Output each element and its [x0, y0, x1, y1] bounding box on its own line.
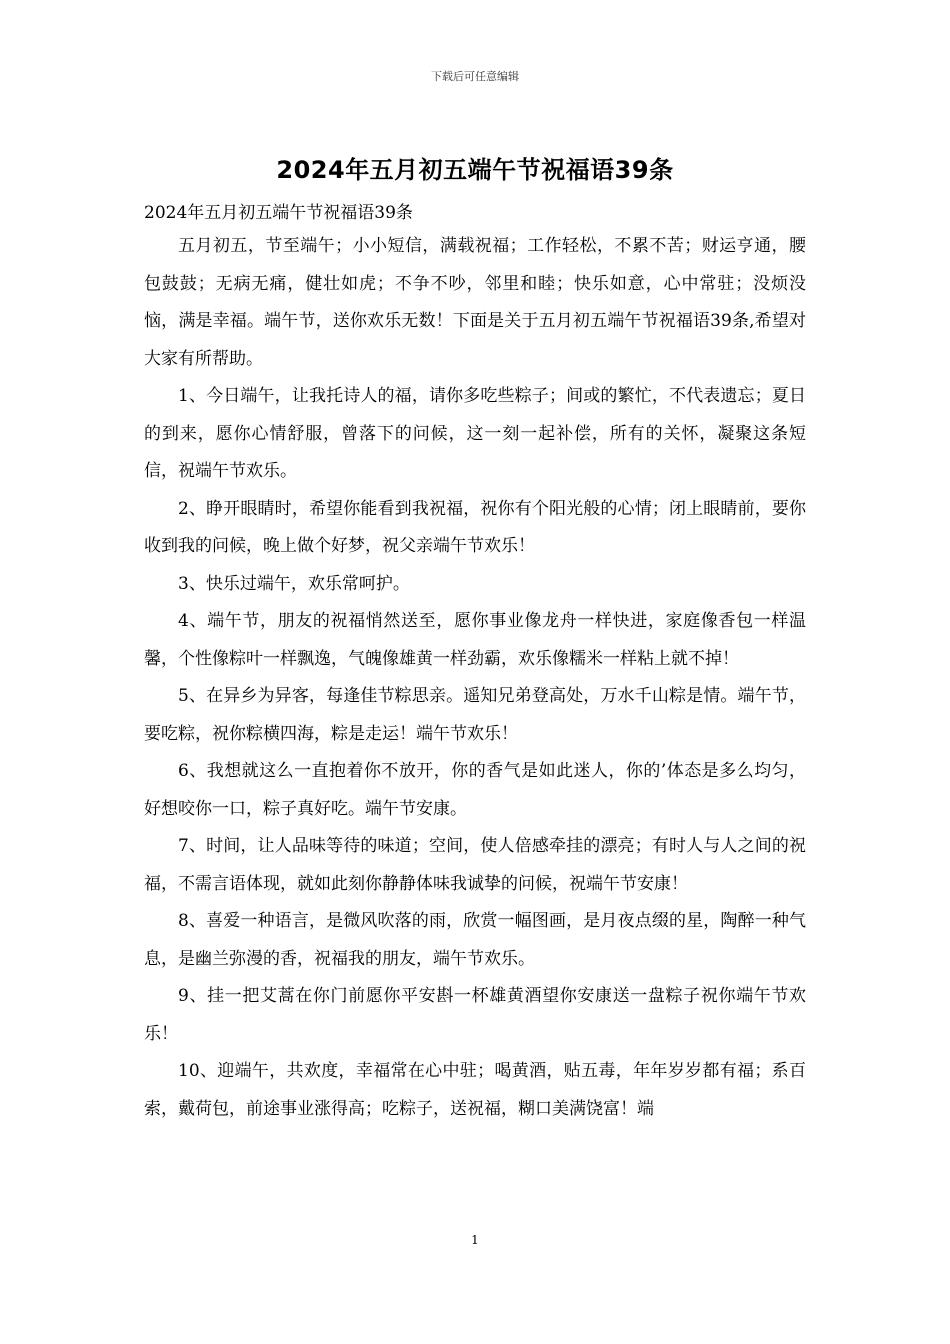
blessing-item-9: 9、挂一把艾蒿在你门前愿你平安斟一杯雄黄酒望你安康送一盘粽子祝你端午节欢乐！: [144, 986, 806, 1044]
blessing-item-8: 8、喜爱一种语言，是微风吹落的雨，欣赏一幅图画，是月夜点缀的星，陶醉一种气息，是幽兰弥漫的香，祝福我的朋友，端午节欢乐。: [144, 911, 806, 969]
intro-paragraph: 五月初五，节至端午；小小短信，满载祝福；工作轻松，不累不苦；财运亨通，腰包鼓鼓；无病无痛，健壮如虎；不争不吵，邻里和睦；快乐如意，心中常驻；没烦没恼，满是幸福。端午节，送你欢乐无数！下面是关于五月初五端午节祝福语39条,希望对大家有所帮助。: [144, 236, 806, 369]
blessing-item-1: 1、今日端午，让我托诗人的福，请你多吃些粽子；间或的繁忙，不代表遗忘；夏日的到来，愿你心情舒服，曾落下的问候，这一刻一起补偿，所有的关怀，凝聚这条短信，祝端午节欢乐。: [144, 386, 806, 481]
document-subtitle: 2024年五月初五端午节祝福语39条: [144, 203, 413, 223]
document-title: 2024年五月初五端午节祝福语39条: [276, 156, 674, 184]
blessing-item-7: 7、时间，让人品味等待的味道；空间，使人倍感牵挂的漂亮；有时人与人之间的祝福，不需言语体现，就如此刻你静静体味我诚挚的问候，祝端午节安康！: [144, 836, 806, 894]
page-number: 1: [471, 1233, 479, 1247]
blessing-item-3: 3、快乐过端午，欢乐常呵护。: [178, 573, 410, 594]
page-header-note: 下载后可任意编辑: [431, 70, 519, 83]
blessing-item-2: 2、睁开眼睛时，希望你能看到我祝福，祝你有个阳光般的心情；闭上眼睛前，要你收到我的问候，晚上做个好梦，祝父亲端午节欢乐！: [144, 498, 806, 556]
document-body: [144, 198, 806, 1128]
blessing-item-4: 4、端午节，朋友的祝福悄然送至，愿你事业像龙舟一样快进，家庭像香包一样温馨，个性像粽叶一样飘逸，气魄像雄黄一样劲霸，欢乐像糯米一样粘上就不掉！: [144, 611, 806, 669]
blessing-item-10: 10、迎端午，共欢度，幸福常在心中驻；喝黄酒，贴五毒，年年岁岁都有福；系百索，戴荷包，前途事业涨得高；吃粽子，送祝福，糊口美满饶富！端: [144, 1061, 806, 1119]
blessing-item-5: 5、在异乡为异客，每逢佳节粽思亲。遥知兄弟登高处，万水千山粽是情。端午节，要吃粽，祝你粽横四海，粽是走运！端午节欢乐！: [144, 686, 806, 744]
blessing-item-6: 6、我想就这么一直抱着你不放开，你的香气是如此迷人，你的’体态是多么均匀，好想咬你一口，粽子真好吃。端午节安康。: [144, 761, 806, 819]
